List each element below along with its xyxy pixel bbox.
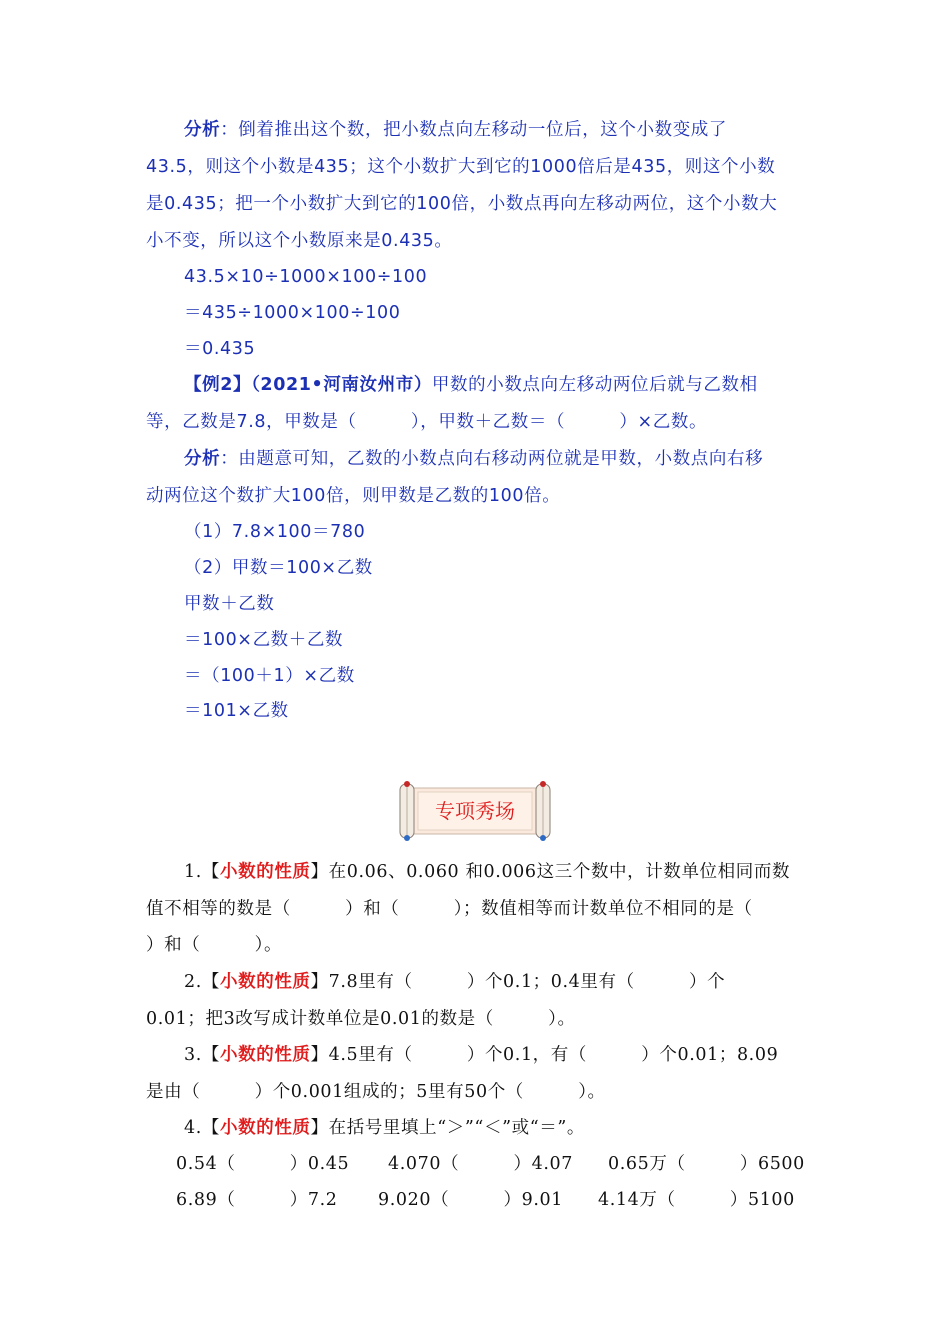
analysis2-line2: 动两位这个数扩大100倍，则甲数是乙数的100倍。 [146, 486, 561, 506]
exercise1-line2: 值不相等的数是（ ）和（ ）；数值相等而计数单位不相同的是（ [146, 899, 753, 919]
banner-title: 专项秀场 [435, 799, 515, 823]
exercise4-item-2: 4.070（ ）4.07 [388, 1154, 573, 1174]
analysis1-label: 分析 [184, 120, 221, 140]
example2-line1: 【例2】（2021•河南汝州市）甲数的小数点向左移动两位后就与乙数相 [184, 375, 758, 395]
analysis2-calc1: （1）7.8×100＝780 [184, 522, 366, 542]
exercise4-line1: 4.【小数的性质】在括号里填上“＞”“＜”或“＝”。 [184, 1118, 586, 1138]
analysis1-calc2: ＝435÷1000×100÷100 [184, 303, 401, 323]
exercise4-item-1: 0.54（ ）0.45 [176, 1154, 350, 1174]
exercise2-tag: 小数的性质 [220, 972, 311, 992]
analysis1-calc1: 43.5×10÷1000×100÷100 [184, 267, 428, 287]
analysis2-calc4: ＝100×乙数＋乙数 [184, 630, 344, 650]
exercise2-line1: 2.【小数的性质】7.8里有（ ）个0.1；0.4里有（ ）个 [184, 972, 726, 992]
exercise4-item-6: 4.14万（ ）5100 [598, 1190, 795, 1210]
analysis1-line1: 分析：倒着推出这个数，把小数点向左移动一位后，这个小数变成了 [184, 120, 728, 140]
exercise2-line2: 0.01；把3改写成计数单位是0.01的数是（ ）。 [146, 1009, 576, 1029]
exercise3-tag: 小数的性质 [220, 1045, 311, 1065]
analysis2-line1: 分析：由题意可知，乙数的小数点向右移动两位就是甲数，小数点向右移 [184, 449, 764, 469]
exercise1-line1: 1.【小数的性质】在0.06、0.060 和0.006这三个数中，计数单位相同而数 [184, 862, 791, 882]
exercise4-tag: 小数的性质 [220, 1118, 311, 1138]
analysis1-line3: 是0.435；把一个小数扩大到它的100倍，小数点再向左移动两位，这个小数大 [146, 194, 778, 214]
exercise1-tag: 小数的性质 [220, 862, 311, 882]
example2-label: 【例2】（2021•河南汝州市） [184, 375, 432, 395]
analysis2-calc2: （2）甲数＝100×乙数 [184, 558, 373, 578]
section-banner [392, 780, 558, 842]
exercise3-line1: 3.【小数的性质】4.5里有（ ）个0.1，有（ ）个0.01；8.09 [184, 1045, 779, 1065]
analysis2-calc3: 甲数＋乙数 [184, 594, 275, 614]
analysis1-calc3: ＝0.435 [184, 339, 256, 359]
exercise1-line3: ）和（ ）。 [146, 935, 283, 955]
example2-line2: 等，乙数是7.8，甲数是（ ），甲数＋乙数＝（ ）×乙数。 [146, 412, 708, 432]
exercise4-item-4: 6.89（ ）7.2 [176, 1190, 338, 1210]
analysis1-line2: 43.5，则这个小数是435；这个小数扩大到它的1000倍后是435，则这个小数 [146, 157, 776, 177]
analysis1-line4: 小不变，所以这个小数原来是0.435。 [146, 231, 453, 251]
exercise4-item-3: 0.65万（ ）6500 [608, 1154, 805, 1174]
analysis2-calc6: ＝101×乙数 [184, 701, 289, 721]
analysis2-label: 分析 [184, 449, 221, 469]
exercise3-line2: 是由（ ）个0.001组成的；5里有50个（ ）。 [146, 1082, 606, 1102]
analysis2-calc5: ＝（100＋1）×乙数 [184, 666, 355, 686]
exercise4-item-5: 9.020（ ）9.01 [378, 1190, 563, 1210]
